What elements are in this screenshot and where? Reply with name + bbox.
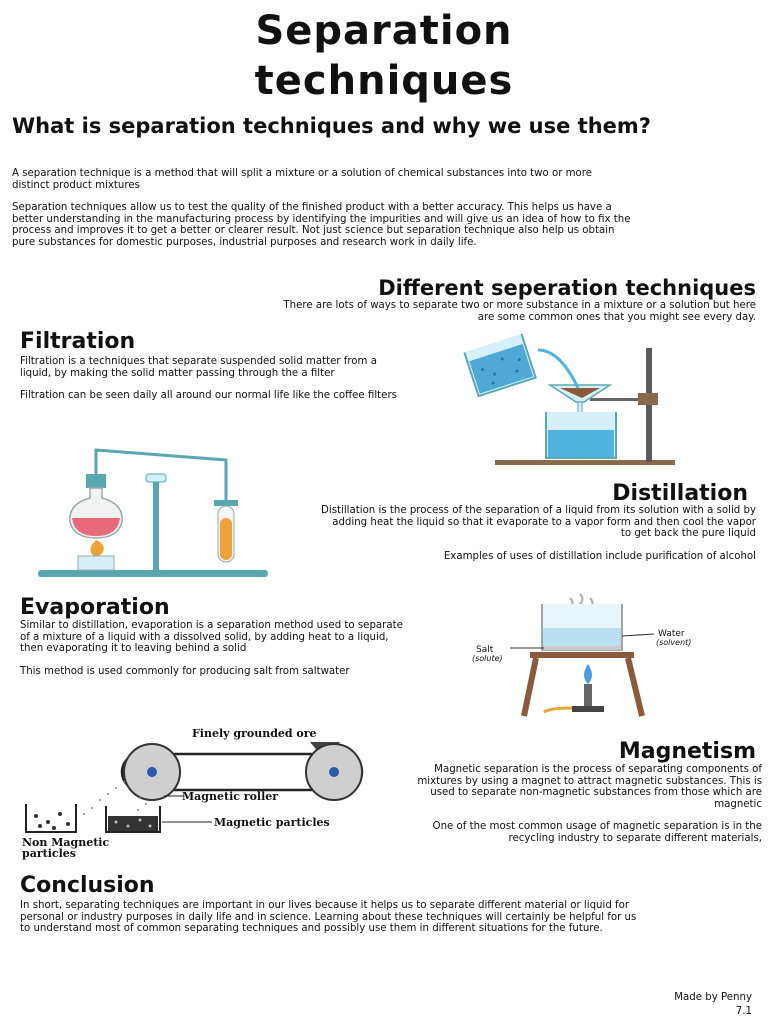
- burner: [78, 556, 114, 570]
- distillation-heading: Distillation: [612, 481, 748, 506]
- filtration-paragraph-1: Filtration is a techniques that separate suspended solid matter from a liquid, by making the solid matter passing through the a filter: [20, 356, 377, 379]
- magnetism-section: [390, 764, 762, 845]
- distillation-section: [320, 505, 756, 562]
- evap-salt: [543, 646, 621, 650]
- flask-stopper: [86, 474, 106, 488]
- burner-tube: [584, 684, 592, 706]
- magnetism-paragraph-1: Magnetic separation is the process of separating components of mixtures by using a magnet to attract magnetic substances. This is used to separate non-magnetic substances from those which are magnetic: [417, 764, 762, 810]
- tripod-top: [530, 652, 634, 658]
- filtration-paragraph-2: Filtration can be seen daily all around our normal life like the coffee filters: [20, 390, 397, 402]
- distillation-illustration: [38, 438, 278, 580]
- intro-section: [12, 168, 632, 249]
- water-label: Water: [658, 629, 685, 639]
- filtration-heading: Filtration: [20, 329, 136, 354]
- roller-label: Magnetic roller: [182, 790, 279, 803]
- evaporation-heading: Evaporation: [20, 595, 170, 620]
- title-line-2: techniques: [254, 58, 514, 104]
- non-magnetic-label-1: Non Magnetic: [22, 836, 110, 849]
- flame: [90, 540, 104, 556]
- different-heading: Different seperation techniques: [378, 276, 756, 300]
- filtration-illustration: [460, 330, 690, 470]
- burner-flame: [584, 664, 592, 684]
- gas-hose: [544, 708, 572, 712]
- conclusion-heading: Conclusion: [20, 873, 155, 898]
- tube-clamp: [146, 474, 166, 482]
- page-title: [0, 8, 768, 104]
- title-line-1: Separation: [255, 8, 513, 54]
- clamp-knob: [638, 393, 658, 405]
- non-magnetic-label-2: particles: [22, 847, 76, 860]
- particles-label: Magnetic particles: [214, 816, 330, 829]
- pour-stream: [538, 350, 578, 388]
- intro-paragraph-2: Separation techniques allow us to test the quality of the finished product with a better accuracy. This helps us have a better understanding in the manufacturing process by identifying the impurities and will give us an idea of how to fix the process and improves it to get a better or clearer result. Not just science but separation technique also help us obtain pure substances for domestic purposes, industrial purposes and research work in daily life.: [12, 202, 631, 248]
- non-magnetic-bin: [26, 804, 76, 832]
- evaporation-paragraph-1: Similar to distillation, evaporation is a separation method used to separate of a mixture of a liquid with a dissolved solid, by adding heat to a liquid, then evaporating it to leaving behind a solid: [20, 620, 403, 655]
- magnetism-illustration: [20, 724, 380, 864]
- tube-cap: [214, 500, 238, 506]
- intro-heading: What is separation techniques and why we use them?: [12, 114, 651, 138]
- made-by: Made by Penny: [674, 992, 752, 1003]
- evaporation-paragraph-2: This method is used commonly for producing salt from saltwater: [20, 665, 350, 677]
- solute-label: (solute): [472, 654, 503, 663]
- class-number: 7.1: [735, 1005, 752, 1017]
- conclusion-text: In short, separating techniques are important in our lives because it helps us to separate different material or liquid for personal or industry purposes in daily life and in science. Learning about these techniques will certainly be helpful for us to understand most of common separating techniques and possibly use them in different situations for the future.: [20, 900, 637, 935]
- burner-base: [572, 706, 604, 712]
- distillation-paragraph-2: Examples of uses of distillation include purification of alcohol: [443, 550, 756, 562]
- intro-paragraph-1: A separation technique is a method that will split a mixture or a solution of chemical substances into two or more distinct product mixtures: [12, 168, 593, 191]
- ore-label: Finely grounded ore: [192, 727, 317, 740]
- evaporation-section: [20, 620, 412, 677]
- salt-label: Salt: [476, 645, 494, 655]
- magnetism-heading: Magnetism: [618, 739, 756, 764]
- footer-credit: [560, 992, 752, 1017]
- magnetism-paragraph-2: One of the most common usage of magnetic separation is in the recycling industry to separate different materials,: [432, 821, 762, 844]
- different-text: There are lots of ways to separate two or more substance in a mixture or a solution but here are some common ones that you might see every day.: [283, 300, 756, 323]
- evaporation-illustration: [470, 592, 710, 724]
- solvent-label: (solvent): [656, 638, 692, 647]
- evap-water: [543, 628, 621, 649]
- test-tube-liquid: [220, 518, 232, 560]
- distill-pole: [153, 474, 159, 572]
- filtration-section: [20, 356, 405, 402]
- pouring-beaker: [464, 334, 535, 396]
- distillation-paragraph-1: Distillation is the process of the separation of a liquid from its solution with a solid by adding heat the liquid so that it evaporate to a vapor form and then cool the vapor to get back the pure liquid: [321, 505, 756, 540]
- beaker-liquid: [548, 430, 614, 457]
